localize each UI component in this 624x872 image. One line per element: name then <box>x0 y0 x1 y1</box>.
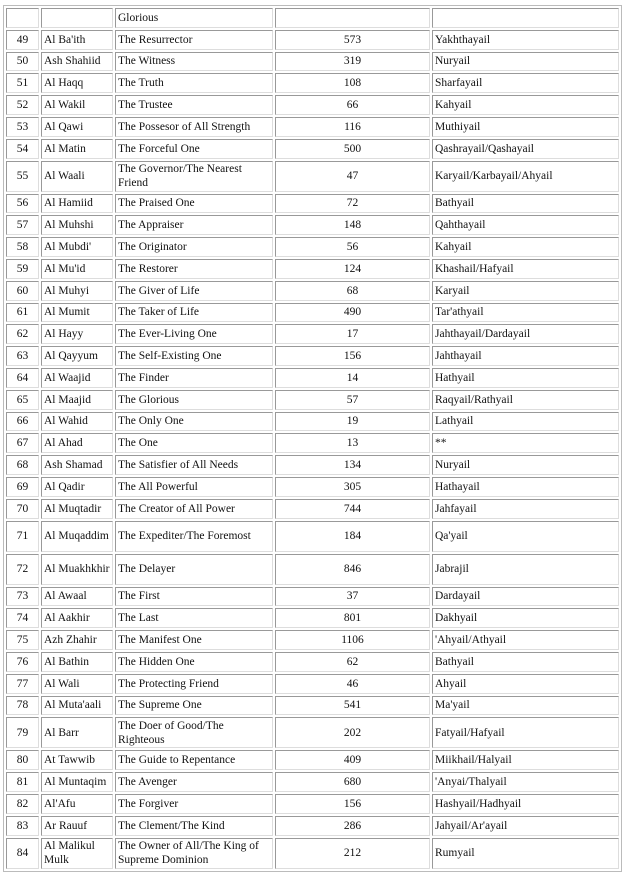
table-row <box>6 303 619 323</box>
arabic-name-cell: Al Ahad <box>41 433 113 453</box>
table-row <box>6 554 619 585</box>
arabic-name-cell: Al Muhshi <box>41 215 113 235</box>
row-number-cell: 51 <box>6 73 39 93</box>
row-number-cell: 81 <box>6 772 39 792</box>
angel-name-cell <box>432 8 619 28</box>
table-row <box>6 794 619 814</box>
numeric-value-cell: 541 <box>275 696 430 716</box>
numeric-value-cell: 212 <box>275 838 430 869</box>
arabic-name-cell: Al Hamiid <box>41 194 113 214</box>
table-row <box>6 750 619 770</box>
row-number-cell: 68 <box>6 455 39 475</box>
angel-name-cell: Khashail/Hafyail <box>432 259 619 279</box>
numeric-value-cell: 124 <box>275 259 430 279</box>
angel-name-cell: ** <box>432 433 619 453</box>
arabic-name-cell: Al Muntaqim <box>41 772 113 792</box>
meaning-cell: The Resurrector <box>115 30 273 50</box>
angel-name-cell: Fatyail/Hafyail <box>432 717 619 748</box>
meaning-cell: The All Powerful <box>115 477 273 497</box>
numeric-value-cell: 57 <box>275 390 430 410</box>
numeric-value-cell: 62 <box>275 652 430 672</box>
table-row <box>6 499 619 519</box>
angel-name-cell: Hashyail/Hadhyail <box>432 794 619 814</box>
numeric-value-cell: 156 <box>275 346 430 366</box>
meaning-cell: The Only One <box>115 412 273 432</box>
numeric-value-cell: 56 <box>275 237 430 257</box>
angel-name-cell: Dakhyail <box>432 608 619 628</box>
row-number-cell: 58 <box>6 237 39 257</box>
table-row <box>6 696 619 716</box>
table-row <box>6 324 619 344</box>
meaning-cell: The Giver of Life <box>115 281 273 301</box>
angel-name-cell: Bathyail <box>432 194 619 214</box>
arabic-name-cell: Ash Shamad <box>41 455 113 475</box>
numeric-value-cell: 409 <box>275 750 430 770</box>
angel-name-cell: Jabrajil <box>432 554 619 585</box>
table-row <box>6 674 619 694</box>
arabic-name-cell: Al Bathin <box>41 652 113 672</box>
table-row <box>6 95 619 115</box>
names-table <box>3 5 622 872</box>
angel-name-cell: Nuryail <box>432 52 619 72</box>
angel-name-cell: 'Ahyail/Athyail <box>432 630 619 650</box>
meaning-cell: The Guide to Repentance <box>115 750 273 770</box>
meaning-cell: The Forceful One <box>115 139 273 159</box>
numeric-value-cell: 156 <box>275 794 430 814</box>
meaning-cell: The First <box>115 587 273 607</box>
arabic-name-cell: Al Maajid <box>41 390 113 410</box>
numeric-value-cell: 680 <box>275 772 430 792</box>
numeric-value-cell: 72 <box>275 194 430 214</box>
meaning-cell: The Trustee <box>115 95 273 115</box>
arabic-name-cell: Al Qadir <box>41 477 113 497</box>
arabic-name-cell: Al Mumit <box>41 303 113 323</box>
arabic-name-cell: Al Wahid <box>41 412 113 432</box>
meaning-cell: The One <box>115 433 273 453</box>
table-row <box>6 368 619 388</box>
arabic-name-cell: Al Barr <box>41 717 113 748</box>
table-row <box>6 8 619 28</box>
table-row <box>6 652 619 672</box>
arabic-name-cell: Al Wakil <box>41 95 113 115</box>
numeric-value-cell: 17 <box>275 324 430 344</box>
numeric-value-cell <box>275 8 430 28</box>
table-row <box>6 816 619 836</box>
arabic-name-cell: Al Wali <box>41 674 113 694</box>
numeric-value-cell: 184 <box>275 521 430 552</box>
angel-name-cell: Muthiyail <box>432 117 619 137</box>
arabic-name-cell: Al Muqaddim <box>41 521 113 552</box>
angel-name-cell: Yakhthayail <box>432 30 619 50</box>
table-row <box>6 281 619 301</box>
table-row <box>6 346 619 366</box>
numeric-value-cell: 305 <box>275 477 430 497</box>
row-number-cell: 79 <box>6 717 39 748</box>
meaning-cell: The Creator of All Power <box>115 499 273 519</box>
angel-name-cell: Lathyail <box>432 412 619 432</box>
numeric-value-cell: 46 <box>275 674 430 694</box>
row-number-cell: 72 <box>6 554 39 585</box>
row-number-cell: 52 <box>6 95 39 115</box>
meaning-cell: The Originator <box>115 237 273 257</box>
meaning-cell: The Hidden One <box>115 652 273 672</box>
row-number-cell: 63 <box>6 346 39 366</box>
arabic-name-cell: Azh Zhahir <box>41 630 113 650</box>
meaning-cell: The Witness <box>115 52 273 72</box>
angel-name-cell: Ma'yail <box>432 696 619 716</box>
row-number-cell: 55 <box>6 161 39 192</box>
row-number-cell <box>6 8 39 28</box>
table-row <box>6 433 619 453</box>
table-row <box>6 608 619 628</box>
arabic-name-cell: Al Awaal <box>41 587 113 607</box>
row-number-cell: 84 <box>6 838 39 869</box>
row-number-cell: 57 <box>6 215 39 235</box>
meaning-cell: The Supreme One <box>115 696 273 716</box>
numeric-value-cell: 500 <box>275 139 430 159</box>
table-row <box>6 194 619 214</box>
angel-name-cell: Karyail <box>432 281 619 301</box>
row-number-cell: 76 <box>6 652 39 672</box>
row-number-cell: 53 <box>6 117 39 137</box>
angel-name-cell: Ahyail <box>432 674 619 694</box>
table-row <box>6 73 619 93</box>
angel-name-cell: Jahthayail <box>432 346 619 366</box>
row-number-cell: 54 <box>6 139 39 159</box>
angel-name-cell: Jahfayail <box>432 499 619 519</box>
angel-name-cell: Qahthayail <box>432 215 619 235</box>
arabic-name-cell: Al Mu'id <box>41 259 113 279</box>
arabic-name-cell: Al Waajid <box>41 368 113 388</box>
arabic-name-cell: Al Qayyum <box>41 346 113 366</box>
arabic-name-cell: Al Qawi <box>41 117 113 137</box>
angel-name-cell: Dardayail <box>432 587 619 607</box>
numeric-value-cell: 202 <box>275 717 430 748</box>
table-row <box>6 30 619 50</box>
meaning-cell: The Taker of Life <box>115 303 273 323</box>
row-number-cell: 69 <box>6 477 39 497</box>
arabic-name-cell: Al Matin <box>41 139 113 159</box>
meaning-cell: The Praised One <box>115 194 273 214</box>
angel-name-cell: Hathyail <box>432 368 619 388</box>
numeric-value-cell: 1106 <box>275 630 430 650</box>
arabic-name-cell: Al Haqq <box>41 73 113 93</box>
meaning-cell: The Self-Existing One <box>115 346 273 366</box>
numeric-value-cell: 19 <box>275 412 430 432</box>
numeric-value-cell: 37 <box>275 587 430 607</box>
angel-name-cell: Jahyail/Ar'ayail <box>432 816 619 836</box>
meaning-cell: The Clement/The Kind <box>115 816 273 836</box>
angel-name-cell: Raqyail/Rathyail <box>432 390 619 410</box>
row-number-cell: 77 <box>6 674 39 694</box>
arabic-name-cell: Al Aakhir <box>41 608 113 628</box>
table-row <box>6 139 619 159</box>
table-row <box>6 772 619 792</box>
numeric-value-cell: 744 <box>275 499 430 519</box>
meaning-cell: The Possesor of All Strength <box>115 117 273 137</box>
table-row <box>6 390 619 410</box>
meaning-cell: The Ever-Living One <box>115 324 273 344</box>
row-number-cell: 66 <box>6 412 39 432</box>
numeric-value-cell: 47 <box>275 161 430 192</box>
numeric-value-cell: 134 <box>275 455 430 475</box>
row-number-cell: 50 <box>6 52 39 72</box>
angel-name-cell: Kahyail <box>432 95 619 115</box>
angel-name-cell: Qa'yail <box>432 521 619 552</box>
angel-name-cell: Karyail/Karbayail/Ahyail <box>432 161 619 192</box>
meaning-cell: The Expediter/The Foremost <box>115 521 273 552</box>
angel-name-cell: Sharfayail <box>432 73 619 93</box>
table-row <box>6 117 619 137</box>
arabic-name-cell: Al Hayy <box>41 324 113 344</box>
row-number-cell: 67 <box>6 433 39 453</box>
row-number-cell: 83 <box>6 816 39 836</box>
numeric-value-cell: 13 <box>275 433 430 453</box>
table-row <box>6 237 619 257</box>
meaning-cell: The Governor/The Nearest Friend <box>115 161 273 192</box>
angel-name-cell: Bathyail <box>432 652 619 672</box>
meaning-cell: The Doer of Good/The Righteous <box>115 717 273 748</box>
names-table-body <box>6 8 619 869</box>
meaning-cell: The Manifest One <box>115 630 273 650</box>
meaning-cell: The Truth <box>115 73 273 93</box>
table-row <box>6 587 619 607</box>
arabic-name-cell: Al Waali <box>41 161 113 192</box>
numeric-value-cell: 66 <box>275 95 430 115</box>
arabic-name-cell: Al Muta'aali <box>41 696 113 716</box>
meaning-cell: The Protecting Friend <box>115 674 273 694</box>
meaning-cell: The Finder <box>115 368 273 388</box>
meaning-cell: Glorious <box>115 8 273 28</box>
arabic-name-cell: Ash Shahiid <box>41 52 113 72</box>
row-number-cell: 64 <box>6 368 39 388</box>
meaning-cell: The Last <box>115 608 273 628</box>
angel-name-cell: Rumyail <box>432 838 619 869</box>
meaning-cell: The Forgiver <box>115 794 273 814</box>
numeric-value-cell: 68 <box>275 281 430 301</box>
table-row <box>6 717 619 748</box>
arabic-name-cell <box>41 8 113 28</box>
table-row <box>6 412 619 432</box>
row-number-cell: 59 <box>6 259 39 279</box>
row-number-cell: 80 <box>6 750 39 770</box>
angel-name-cell: Kahyail <box>432 237 619 257</box>
row-number-cell: 60 <box>6 281 39 301</box>
meaning-cell: The Restorer <box>115 259 273 279</box>
numeric-value-cell: 286 <box>275 816 430 836</box>
meaning-cell: The Delayer <box>115 554 273 585</box>
angel-name-cell: Hathayail <box>432 477 619 497</box>
numeric-value-cell: 148 <box>275 215 430 235</box>
arabic-name-cell: Al Malikul Mulk <box>41 838 113 869</box>
table-row <box>6 838 619 869</box>
arabic-name-cell: Al Ba'ith <box>41 30 113 50</box>
numeric-value-cell: 573 <box>275 30 430 50</box>
row-number-cell: 61 <box>6 303 39 323</box>
row-number-cell: 49 <box>6 30 39 50</box>
table-row <box>6 477 619 497</box>
table-row <box>6 455 619 475</box>
table-row <box>6 630 619 650</box>
numeric-value-cell: 14 <box>275 368 430 388</box>
arabic-name-cell: Al Mubdi' <box>41 237 113 257</box>
row-number-cell: 70 <box>6 499 39 519</box>
numeric-value-cell: 108 <box>275 73 430 93</box>
row-number-cell: 71 <box>6 521 39 552</box>
meaning-cell: The Owner of All/The King of Supreme Dominion <box>115 838 273 869</box>
row-number-cell: 75 <box>6 630 39 650</box>
angel-name-cell: Jahthayail/Dardayail <box>432 324 619 344</box>
numeric-value-cell: 846 <box>275 554 430 585</box>
meaning-cell: The Satisfier of All Needs <box>115 455 273 475</box>
angel-name-cell: Nuryail <box>432 455 619 475</box>
row-number-cell: 73 <box>6 587 39 607</box>
numeric-value-cell: 490 <box>275 303 430 323</box>
angel-name-cell: Tar'athyail <box>432 303 619 323</box>
angel-name-cell: Miikhail/Halyail <box>432 750 619 770</box>
row-number-cell: 56 <box>6 194 39 214</box>
arabic-name-cell: Al Muakhkhir <box>41 554 113 585</box>
table-row <box>6 52 619 72</box>
arabic-name-cell: At Tawwib <box>41 750 113 770</box>
row-number-cell: 65 <box>6 390 39 410</box>
meaning-cell: The Glorious <box>115 390 273 410</box>
meaning-cell: The Avenger <box>115 772 273 792</box>
table-row <box>6 215 619 235</box>
row-number-cell: 78 <box>6 696 39 716</box>
angel-name-cell: Qashrayail/Qashayail <box>432 139 619 159</box>
row-number-cell: 62 <box>6 324 39 344</box>
row-number-cell: 82 <box>6 794 39 814</box>
arabic-name-cell: Ar Rauuf <box>41 816 113 836</box>
numeric-value-cell: 801 <box>275 608 430 628</box>
numeric-value-cell: 116 <box>275 117 430 137</box>
table-row <box>6 521 619 552</box>
arabic-name-cell: Al Muhyi <box>41 281 113 301</box>
arabic-name-cell: Al'Afu <box>41 794 113 814</box>
table-row <box>6 259 619 279</box>
table-row <box>6 161 619 192</box>
meaning-cell: The Appraiser <box>115 215 273 235</box>
arabic-name-cell: Al Muqtadir <box>41 499 113 519</box>
row-number-cell: 74 <box>6 608 39 628</box>
angel-name-cell: 'Anyai/Thalyail <box>432 772 619 792</box>
numeric-value-cell: 319 <box>275 52 430 72</box>
